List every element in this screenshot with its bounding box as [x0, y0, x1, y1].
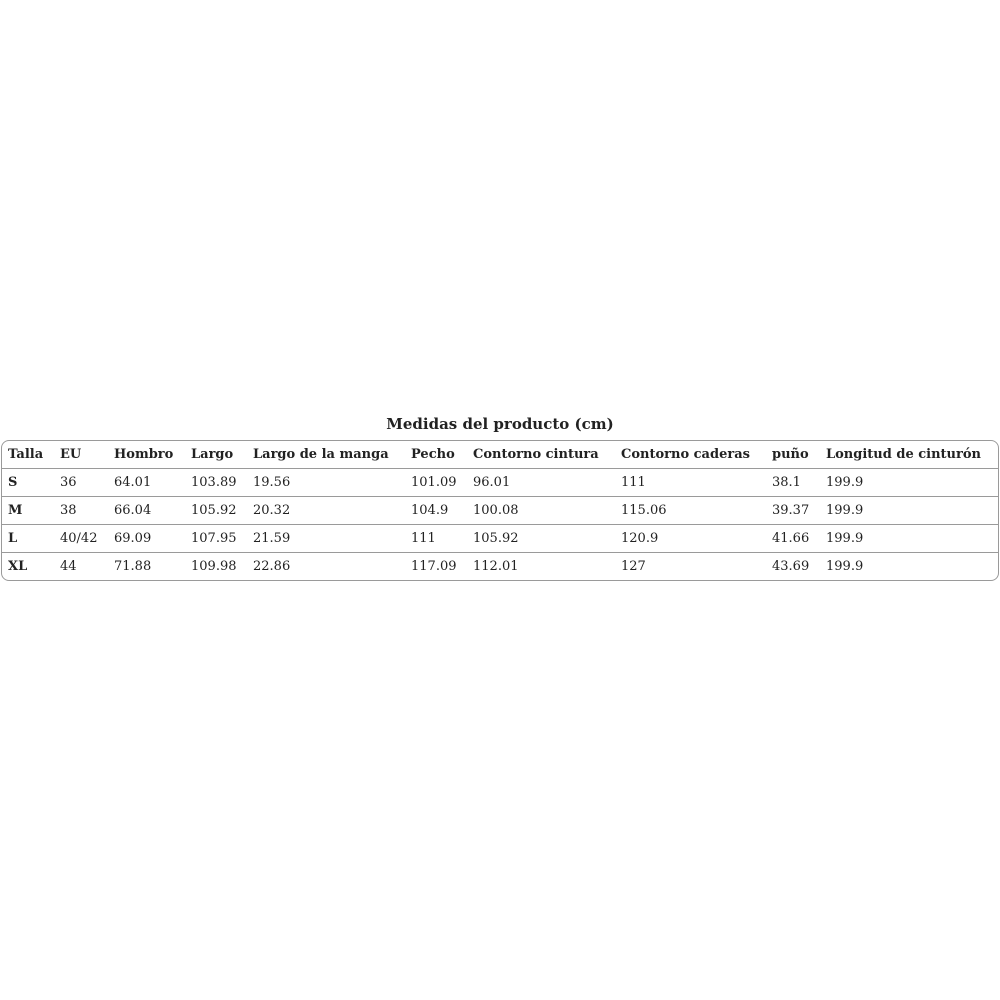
cell-largo: 109.98 — [185, 553, 247, 581]
cell-longitud-cinturon: 199.9 — [820, 553, 999, 581]
cell-size: M — [2, 497, 54, 525]
cell-contorno-caderas: 127 — [615, 553, 766, 581]
cell-contorno-cintura: 100.08 — [467, 497, 615, 525]
cell-contorno-caderas: 115.06 — [615, 497, 766, 525]
cell-largo-manga: 22.86 — [247, 553, 405, 581]
header-largo: Largo — [191, 447, 234, 462]
cell-hombro: 71.88 — [108, 553, 185, 581]
header-talla: Talla — [8, 447, 44, 462]
cell-pecho: 101.09 — [405, 469, 467, 497]
cell-size: S — [2, 469, 54, 497]
measurements-table — [2, 441, 999, 580]
cell-pecho: 117.09 — [405, 553, 467, 581]
cell-contorno-caderas: 111 — [615, 469, 766, 497]
cell-puno: 39.37 — [766, 497, 820, 525]
cell-largo-manga: 19.56 — [247, 469, 405, 497]
header-eu: EU — [60, 447, 82, 462]
header-largo-manga: Largo de la manga — [253, 447, 389, 462]
header-longitud-cinturon: Longitud de cinturón — [826, 447, 981, 462]
cell-pecho: 104.9 — [405, 497, 467, 525]
table-row — [2, 553, 999, 581]
cell-hombro: 64.01 — [108, 469, 185, 497]
cell-puno: 38.1 — [766, 469, 820, 497]
cell-largo: 105.92 — [185, 497, 247, 525]
cell-eu: 36 — [54, 469, 108, 497]
cell-hombro: 69.09 — [108, 525, 185, 553]
table-frame — [1, 440, 999, 581]
cell-size: L — [2, 525, 54, 553]
chart-title: Medidas del producto (cm) — [386, 415, 614, 433]
cell-puno: 43.69 — [766, 553, 820, 581]
cell-eu: 38 — [54, 497, 108, 525]
header-contorno-caderas: Contorno caderas — [621, 447, 750, 462]
header-row — [2, 441, 999, 469]
table-row — [2, 469, 999, 497]
cell-longitud-cinturon: 199.9 — [820, 525, 999, 553]
header-contorno-cintura: Contorno cintura — [473, 447, 599, 462]
table-row — [2, 525, 999, 553]
cell-contorno-cintura: 112.01 — [467, 553, 615, 581]
cell-contorno-cintura: 105.92 — [467, 525, 615, 553]
size-chart — [1, 408, 999, 581]
cell-puno: 41.66 — [766, 525, 820, 553]
cell-contorno-cintura: 96.01 — [467, 469, 615, 497]
cell-largo-manga: 21.59 — [247, 525, 405, 553]
cell-pecho: 111 — [405, 525, 467, 553]
cell-longitud-cinturon: 199.9 — [820, 497, 999, 525]
cell-size: XL — [2, 553, 54, 581]
cell-largo: 103.89 — [185, 469, 247, 497]
cell-longitud-cinturon: 199.9 — [820, 469, 999, 497]
header-puno: puño — [772, 447, 809, 462]
header-hombro: Hombro — [114, 447, 174, 462]
cell-contorno-caderas: 120.9 — [615, 525, 766, 553]
table-row — [2, 497, 999, 525]
header-pecho: Pecho — [411, 447, 455, 462]
cell-eu: 44 — [54, 553, 108, 581]
cell-hombro: 66.04 — [108, 497, 185, 525]
cell-eu: 40/42 — [54, 525, 108, 553]
cell-largo: 107.95 — [185, 525, 247, 553]
cell-largo-manga: 20.32 — [247, 497, 405, 525]
